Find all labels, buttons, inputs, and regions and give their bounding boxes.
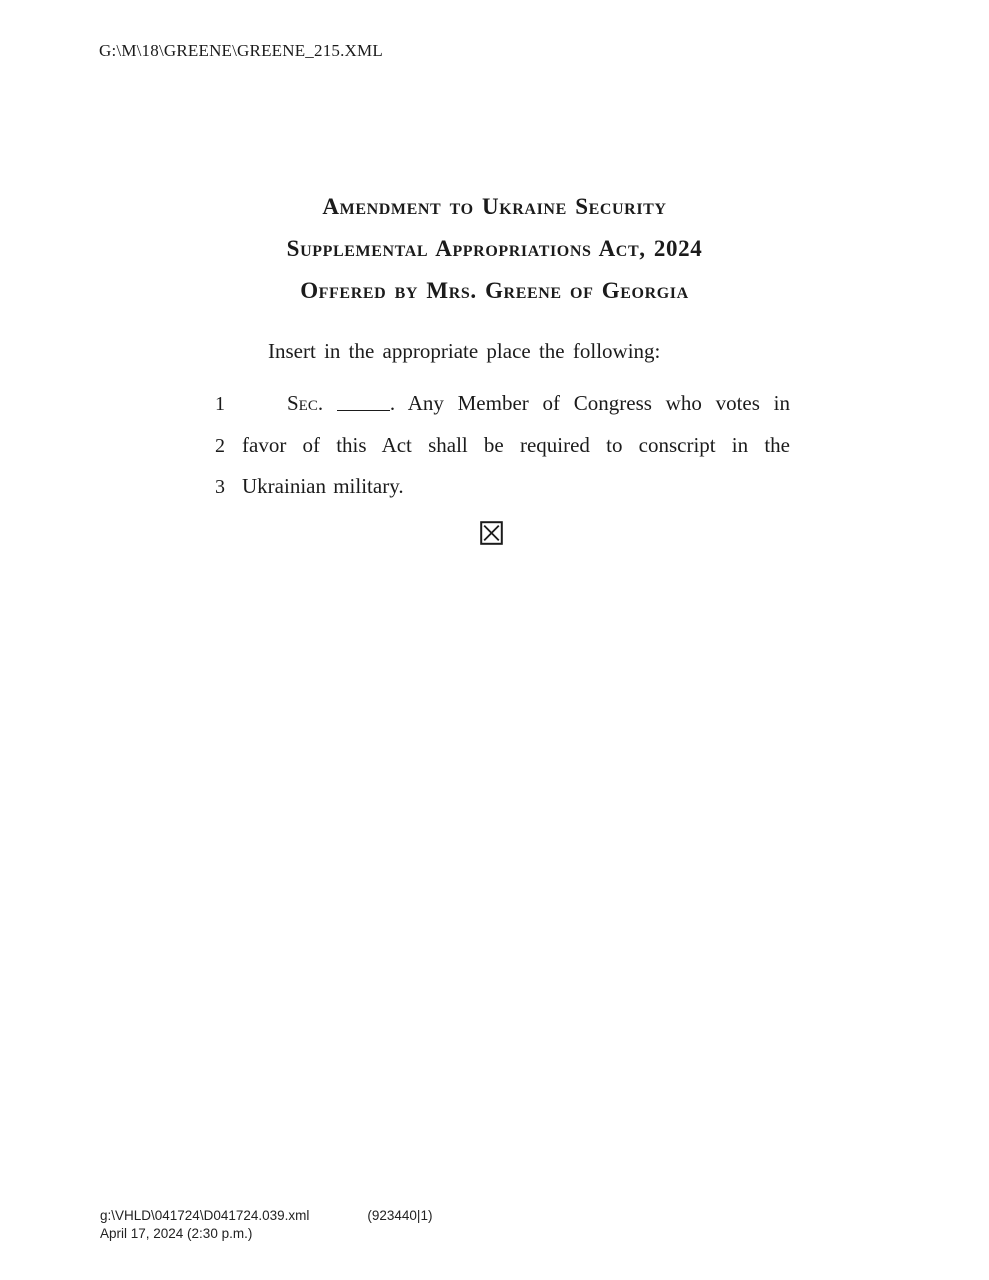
end-of-amendment-boxed-x-icon xyxy=(480,521,503,545)
body-line-1 xyxy=(215,391,790,433)
body-line-text-after-blank: . Any Member of Congress who votes in xyxy=(389,391,790,415)
amendment-instruction: Insert in the appropriate place the following: xyxy=(268,339,661,363)
body-line-text: favor of this Act shall be required to conscript in the xyxy=(242,432,790,457)
body-line-2 xyxy=(215,433,790,475)
body-line-3 xyxy=(215,474,790,516)
line-number: 3 xyxy=(215,476,225,498)
amendment-title xyxy=(0,186,989,312)
document-footer xyxy=(100,1207,432,1242)
line-number: 1 xyxy=(215,393,225,415)
footer-file-path: g:\VHLD\041724\D041724.039.xml xyxy=(100,1208,310,1223)
amendment-body xyxy=(215,391,790,516)
section-number-blank xyxy=(337,408,390,411)
body-line-text: Ukrainian military. xyxy=(242,474,404,498)
title-line-3: Offered by Mrs. Greene of Georgia xyxy=(300,278,689,303)
title-line-2: Supplemental Appropriations Act, 2024 xyxy=(286,236,703,261)
line-number: 2 xyxy=(215,434,225,457)
footer-date: April 17, 2024 (2:30 p.m.) xyxy=(100,1225,253,1241)
section-label: Sec. xyxy=(287,391,324,415)
body-line-text xyxy=(242,391,790,416)
header-file-path: G:\M\18\GREENE\GREENE_215.XML xyxy=(99,41,383,60)
footer-stamp-number: (923440|1) xyxy=(367,1208,433,1223)
title-line-1: Amendment to Ukraine Security xyxy=(322,194,667,219)
